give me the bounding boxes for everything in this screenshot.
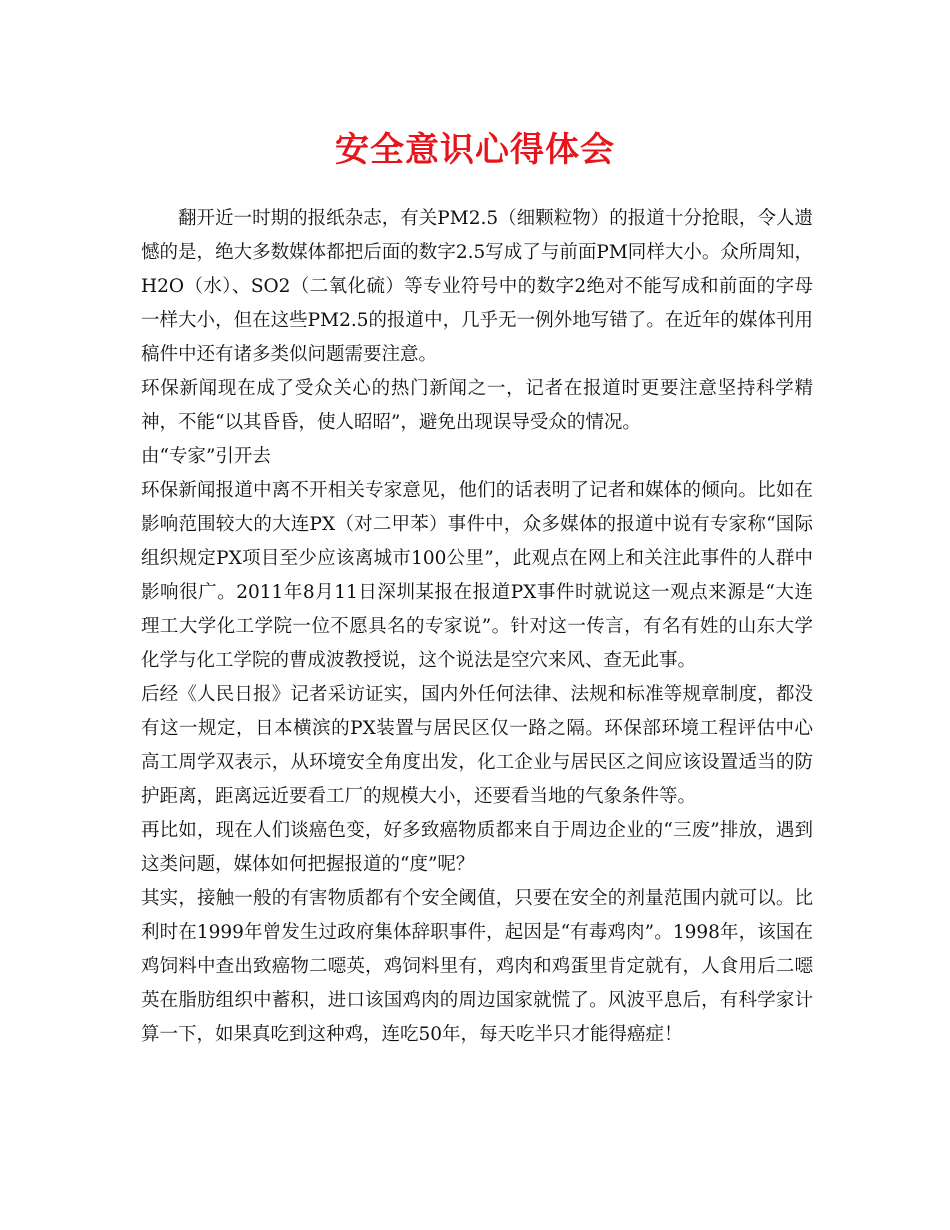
paragraph-pm25: 翻开近一时期的报纸杂志，有关PM2.5（细颗粒物）的报道十分抢眼，令人遗憾的是，绝大多数媒体都把后面的数字2.5写成了与前面PM同样大小。众所周知，H2O（水）、SO2（二氧化硫）等专业符号中的数字2绝对不能写成和前面的字母一样大小，但在这些PM2.5的报道中，几乎无一例外地写错了。在近年的媒体刊用稿件中还有诸多类似问题需要注意。 — [141, 208, 813, 365]
paragraph-px-event: 环保新闻报道中离不开相关专家意见，他们的话表明了记者和媒体的倾向。比如在影响范围较大的大连PX（对二甲苯）事件中，众多媒体的报道中说有专家称“国际组织规定PX项目至少应该离城市100公里”，此观点在网上和关注此事件的人群中影响很广。2011年8月11日深圳某报在报道PX事件时就说这一观点来源是“大连理工大学化工学院一位不愿具名的专家说”。针对这一传言，有名有姓的山东大学化学与化工学院的曹成波教授说，这个说法是空穴来风、查无此事。 — [141, 480, 813, 671]
paragraph-environmental-news: 环保新闻现在成了受众关心的热门新闻之一，记者在报道时更要注意坚持科学精神，不能“以其昏昏，使人昭昭”，避免出现误导受众的情况。 — [141, 378, 813, 433]
paragraph-peoples-daily: 后经《人民日报》记者采访证实，国内外任何法律、法规和标准等规章制度，都没有这一规定，日本横滨的PX装置与居民区仅一路之隔。环保部环境工程评估中心高工周学双表示，从环境安全角度出发，化工企业与居民区之间应该设置适当的防护距离，距离远近要看工厂的规模大小，还要看当地的气象条件等。 — [141, 684, 813, 807]
section-heading-experts: 由“专家”引开去 — [141, 446, 271, 467]
document-title: 安全意识心得体会 — [335, 130, 615, 170]
document-body — [141, 202, 813, 1052]
paragraph-safety-threshold: 其实，接触一般的有害物质都有个安全阈值，只要在安全的剂量范围内就可以。比利时在1999年曾发生过政府集体辞职事件，起因是“有毒鸡肉”。1998年，该国在鸡饲料中查出致癌物二噁英，鸡饲料里有，鸡肉和鸡蛋里肯定就有，人食用后二噁英在脂肪组织中蓄积，进口该国鸡肉的周边国家就慌了。风波平息后，有科学家计算一下，如果真吃到这种鸡，连吃50年，每天吃半只才能得癌症！ — [141, 888, 813, 1045]
paragraph-cancer: 再比如，现在人们谈癌色变，好多致癌物质都来自于周边企业的“三废”排放，遇到这类问题，媒体如何把握报道的“度”呢？ — [141, 820, 813, 875]
